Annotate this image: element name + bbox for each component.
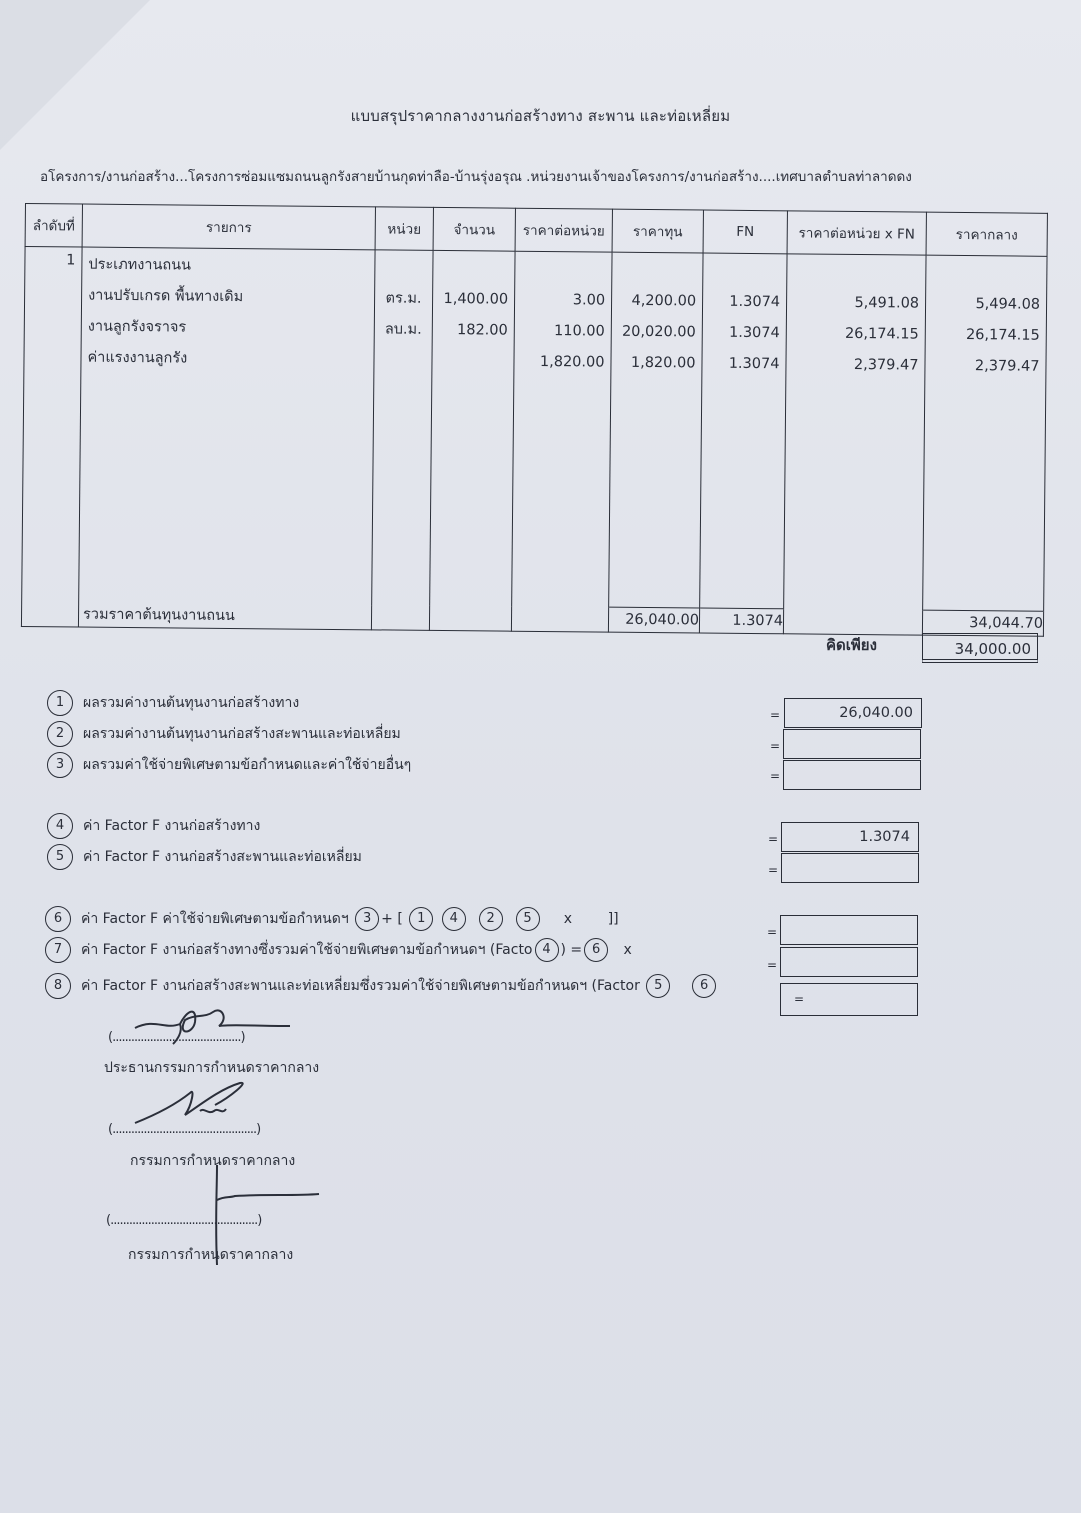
value-box-3 [783,760,921,790]
summary-label: ผลรวมค่าใช้จ่ายพิเศษตามข้อกำหนดและค่าใช้จ่ายอื่นๆ [83,757,412,773]
unit-price-cell: 110.00 [553,323,605,340]
header-item: รายการ [82,204,375,250]
rounded-value: 34,000.00 [922,633,1038,663]
unit-col [372,250,433,606]
cost-cell: 1,820.00 [630,354,696,372]
summary-item-4 [47,813,260,839]
signature-line-3: (...............................................) [106,1213,262,1228]
unit-price-cell: 3.00 [572,292,606,309]
cost-cell [612,255,702,287]
total-median-price: 34,044.70 [922,610,1043,636]
document-title: แบบสรุปราคากลางงานก่อสร้างทาง สะพาน และท่อเหลี่ยม [350,107,731,125]
signature-line-2: (..............................................) [108,1122,261,1137]
summary-label: ค่า Factor F ค่าใช้จ่ายพิเศษตามข้อกำหนดฯ [81,911,349,927]
equals-sign: = [767,925,778,939]
formula-close: ]] [607,911,619,927]
summary-item-7 [45,937,632,963]
project-line: อโครงการ/งานก่อสร้าง...โครงการซ่อมแซมถนนลูกรังสายบ้านกุดท่าลือ-บ้านรุ่งอรุณ .หน่วยงานเจ้าของโครงการ/งานก่อสร้าง....เทศบาลตำบลท่าลาดดง [40,169,912,185]
summary-label: ค่า Factor F งานก่อสร้างสะพานและท่อเหลี่ยมซึ่งรวมค่าใช้จ่ายพิเศษตามข้อกำหนดฯ (Factor [81,978,640,994]
index-col [22,247,82,603]
quantity-cell [432,346,513,378]
unit-price-cell [515,254,611,286]
unit-price-fn-cell: 5,491.08 [854,294,920,312]
value-box-5 [781,853,919,883]
header-cost: ราคาทุน [612,209,703,253]
header-unit: หน่วย [375,207,433,251]
table-body-row [22,247,1047,612]
unit-price-fn-cell: 26,174.15 [844,325,919,343]
cost-cell: 4,200.00 [631,292,697,310]
circle-number-1: 1 [409,907,433,931]
unit-price-fn-cell: 2,379.47 [853,356,919,374]
equals-sign: = [768,863,779,877]
circle-number-6: 6 [692,974,716,998]
signature-scribble-3 [205,1160,325,1270]
formula-x: x [563,911,573,927]
summary-label: ค่า Factor F งานก่อสร้างทาง [83,818,261,834]
circle-number-2: 2 [47,721,73,747]
summary-label: ค่า Factor F งานก่อสร้างสะพานและท่อเหลี่ยม [83,849,362,865]
header-fn: FN [703,210,787,254]
item-line: งานปรับเกรด พื้นทางเดิม [88,287,244,306]
unit-price-col [512,251,612,607]
equals-sign: = [770,739,781,753]
equals-sign: = [770,769,781,783]
summary-label: ผลรวมค่างานต้นทุนงานก่อสร้างสะพานและท่อเหลี่ยม [83,726,401,742]
unit-price-fn-cell [787,256,925,288]
circle-number-7: 7 [45,937,71,963]
quantity-cell: 1,400.00 [443,291,509,308]
equals-sign: = [794,992,805,1006]
total-fn: 1.3074 [699,608,783,634]
summary-label: ค่า Factor F งานก่อสร้างทางซึ่งรวมค่าใช้จ่ายพิเศษตามข้อกำหนดฯ (Facto [81,942,533,958]
formula-x: x [623,942,632,958]
signature-line-1: (.........................................) [108,1030,245,1045]
circle-number-6: 6 [45,906,71,932]
circle-number-3: 3 [47,752,73,778]
equals-sign: = [768,832,779,846]
header-quantity: จำนวน [433,207,515,251]
formula-text: + [ [381,911,403,927]
unit-price-cell: 1,820.00 [539,353,605,371]
value-box-4: 1.3074 [781,822,919,852]
item-line: ค่าแรงงานลูกรัง [87,349,188,367]
header-median-price: ราคากลาง [926,212,1047,256]
quantity-cell [433,253,514,285]
rounded-label: คิดเพียง [826,636,877,654]
unit-cell [375,252,432,284]
quantity-col [430,250,515,606]
summary-item-8 [45,973,718,999]
median-price-col [923,255,1047,611]
fn-cell [703,256,786,288]
fn-cell: 1.3074 [728,324,780,342]
fn-cell: 1.3074 [729,293,781,311]
unit-cell: ลบ.ม. [384,321,422,338]
equals-sign: = [770,708,781,722]
summary-label: ผลรวมค่างานต้นทุนงานก่อสร้างทาง [83,695,300,711]
header-unit-price: ราคาต่อหน่วย [515,208,612,252]
value-box-1: 26,040.00 [784,698,922,728]
value-box-2 [783,729,921,759]
value-box-8 [780,983,918,1016]
cost-cell: 20,020.00 [621,323,696,341]
header-index: ลำดับที่ [25,204,82,248]
circle-number-5: 5 [47,844,73,870]
summary-item-6 [45,906,619,932]
unit-cell: ตร.ม. [385,290,422,307]
summary-item-5 [47,844,362,870]
total-cost: 26,040.00 [608,607,699,633]
signature-role-3: กรรมการกำหนดราคากลาง [128,1247,294,1263]
summary-item-2 [47,721,401,747]
circle-number-5: 5 [646,974,670,998]
circle-number-3: 3 [355,907,379,931]
circle-number-2: 2 [479,907,503,931]
value-box-6 [780,915,918,945]
quantity-cell: 182.00 [456,322,508,339]
circle-number-4: 4 [535,938,559,962]
summary-item-1 [47,690,299,716]
formula-text: ) = [560,942,583,958]
fn-col [700,253,787,609]
item-line: งานลูกรังจราจร [87,318,187,336]
circle-number-5: 5 [516,907,540,931]
header-unit-price-fn: ราคาต่อหน่วย x FN [787,211,926,255]
summary-item-3 [47,752,411,778]
value-box-7 [780,947,918,977]
signature-scribble-1 [125,1000,295,1050]
item-line: ประเภทงานถนน [88,256,192,274]
median-price-cell: 5,494.08 [975,296,1041,313]
median-price-cell [926,258,1046,290]
equals-sign: = [767,958,778,972]
signature-scribble-2 [130,1075,270,1135]
cost-col [609,252,703,608]
circle-number-4: 4 [442,907,466,931]
signature-role-1: ประธานกรรมการกำหนดราคากลาง [104,1060,320,1076]
price-summary-table [21,203,1048,637]
circle-number-1: 1 [47,690,73,716]
median-price-cell: 26,174.15 [965,327,1040,344]
total-label: รวมราคาต้นทุนงานถนน [78,602,371,630]
circle-number-4: 4 [47,813,73,839]
unit-cell [374,345,431,377]
fn-cell: 1.3074 [728,355,780,373]
signature-role-2: กรรมการกำหนดราคากลาง [130,1153,296,1169]
circle-number-8: 8 [45,973,71,999]
unit-price-fn-col [784,254,926,610]
circle-number-6: 6 [584,938,608,962]
item-col [79,247,375,605]
median-price-cell: 2,379.47 [974,358,1040,375]
row-index: 1 [66,252,76,269]
